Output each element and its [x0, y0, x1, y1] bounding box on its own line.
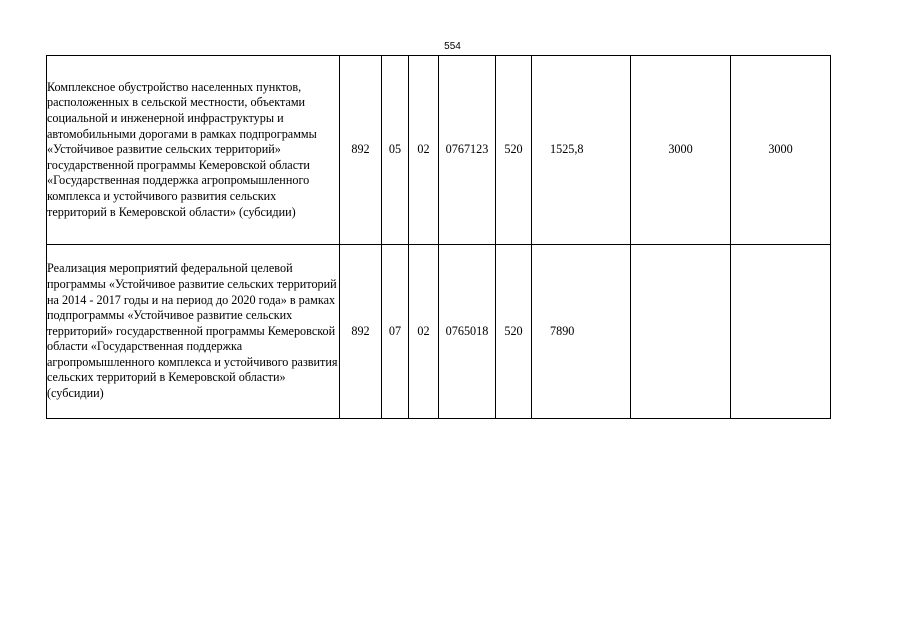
- amount-3: 3000: [731, 56, 831, 245]
- target-article-code: 0765018: [439, 245, 496, 419]
- row-description: Комплексное обустройство населенных пунктов, расположенных в сельской местности, объектами социальной и инженерной инфраструктуры и автомобильными дорогами в рамках подпрограммы «Устойчивое развитие сельских территорий» государственной программы Кемеровской области «Государственная поддержка агропромышленного комплекса и устойчивого развития сельских территорий в Кемеровской области» (субсидии): [47, 56, 340, 245]
- subsection-code: 02: [409, 56, 439, 245]
- target-article-code: 0767123: [439, 56, 496, 245]
- amount-2: 3000: [631, 56, 731, 245]
- section-code: 05: [382, 56, 409, 245]
- table-row: [47, 56, 831, 245]
- budget-table: [46, 55, 831, 419]
- expense-type-code: 520: [496, 245, 532, 419]
- ministry-code: 892: [340, 245, 382, 419]
- amount-1: 7890: [532, 245, 631, 419]
- page-number: 554: [444, 41, 461, 52]
- amount-2: [631, 245, 731, 419]
- amount-3: [731, 245, 831, 419]
- row-description: Реализация мероприятий федеральной целевой программы «Устойчивое развитие сельских территорий на 2014 - 2017 годы и на период до 2020 года» в рамках подпрограммы «Устойчивое развитие сельских территорий» государственной программы Кемеровской области «Государственная поддержка агропромышленного комплекса и устойчивого развития сельских территорий в Кемеровской области» (субсидии): [47, 245, 340, 419]
- amount-1: 1525,8: [532, 56, 631, 245]
- section-code: 07: [382, 245, 409, 419]
- expense-type-code: 520: [496, 56, 532, 245]
- ministry-code: 892: [340, 56, 382, 245]
- table-row: [47, 245, 831, 419]
- subsection-code: 02: [409, 245, 439, 419]
